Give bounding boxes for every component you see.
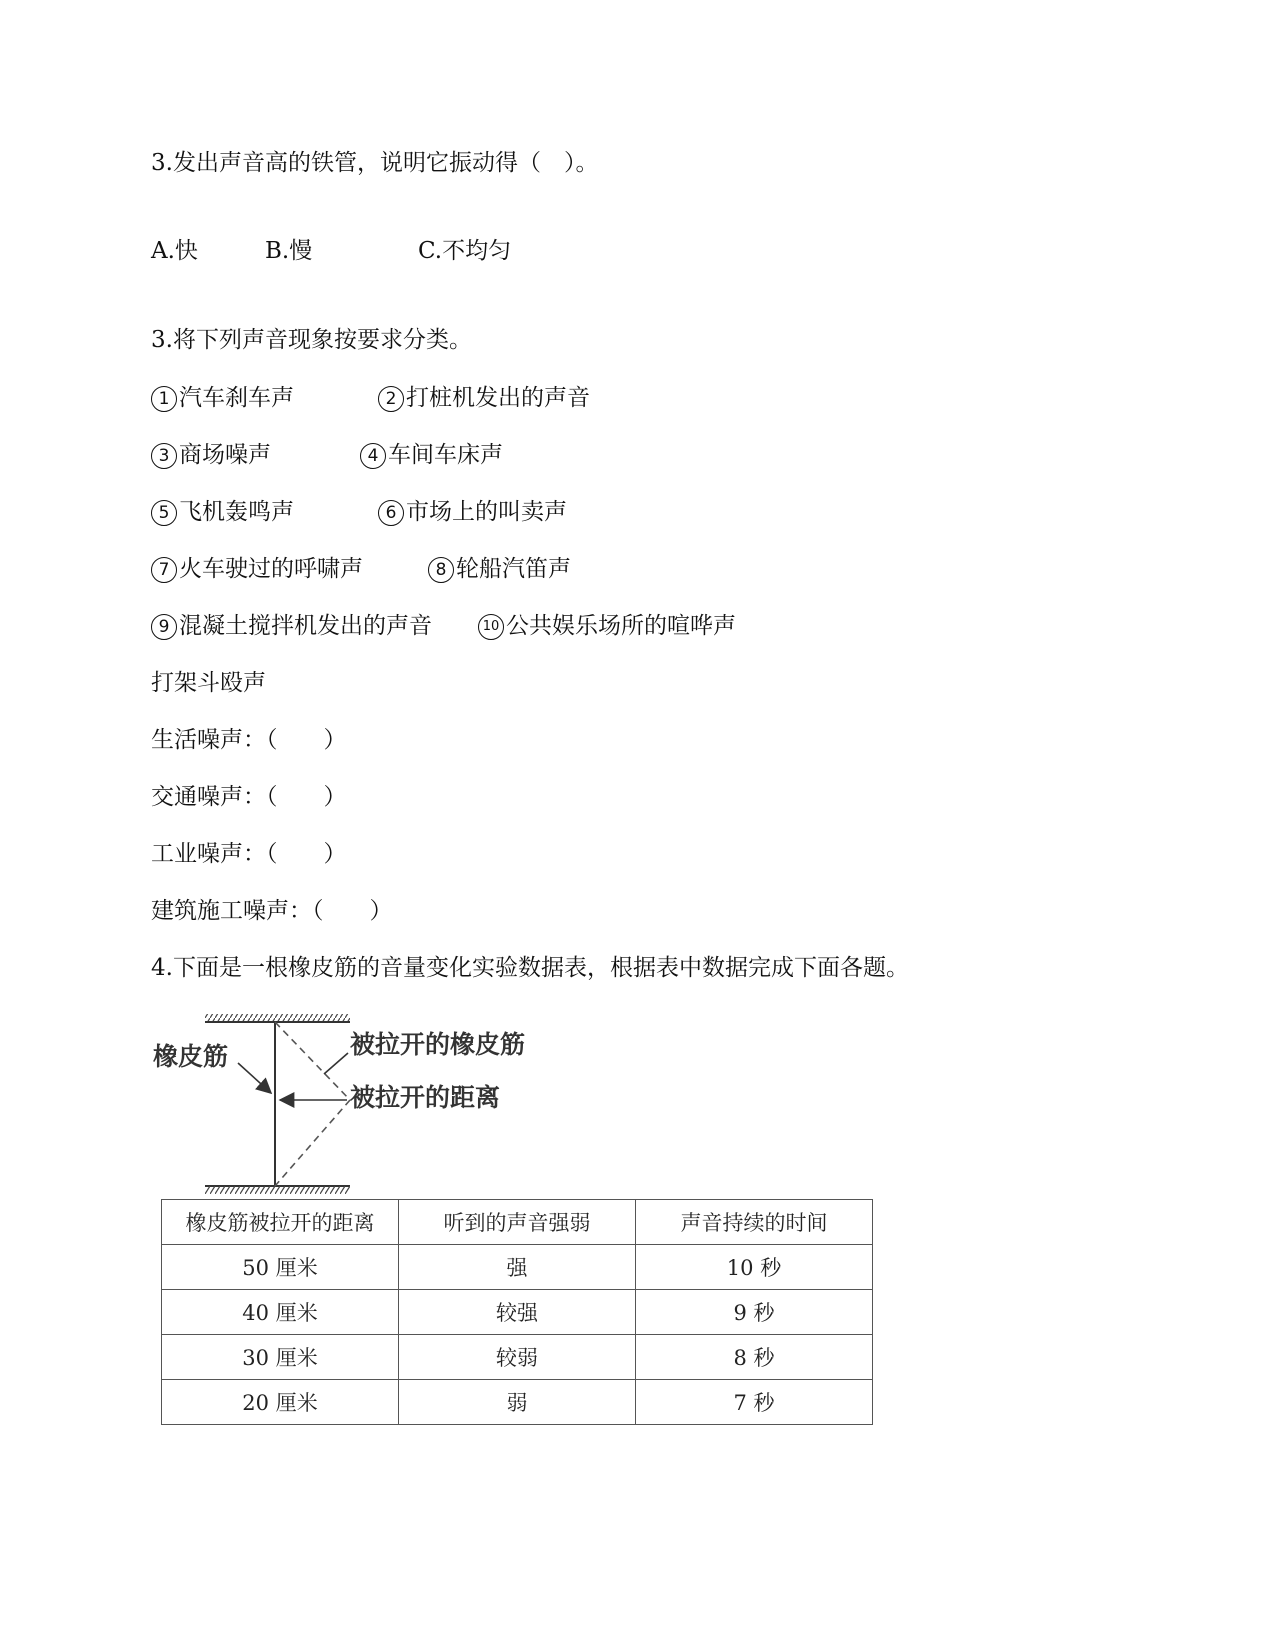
sound-item bbox=[151, 440, 271, 470]
label-stretched-band: 被拉开的橡皮筋 bbox=[350, 1030, 526, 1059]
item-text: 打桩机发出的声音 bbox=[406, 385, 590, 411]
band-pointer bbox=[238, 1063, 271, 1093]
table-row bbox=[162, 1380, 873, 1425]
sound-item bbox=[151, 383, 294, 413]
item-number: 2 bbox=[378, 386, 404, 412]
question-3a-text: 3.发出声音高的铁管，说明它振动得（ ）。 bbox=[151, 150, 599, 176]
sound-item bbox=[478, 611, 736, 641]
item-number: 10 bbox=[478, 614, 504, 640]
table-cell: 强 bbox=[399, 1245, 636, 1290]
table-cell: 弱 bbox=[399, 1380, 636, 1425]
stretched-pointer bbox=[324, 1053, 348, 1074]
sound-item bbox=[378, 497, 567, 527]
table-cell: 20 厘米 bbox=[162, 1380, 399, 1425]
sound-item bbox=[151, 611, 432, 641]
option-a: A.快 bbox=[151, 238, 198, 264]
sound-item bbox=[378, 383, 590, 413]
table-cell: 30 厘米 bbox=[162, 1335, 399, 1380]
sound-item bbox=[151, 554, 363, 584]
table-header: 听到的声音强弱 bbox=[399, 1200, 636, 1245]
table-header: 声音持续的时间 bbox=[636, 1200, 873, 1245]
item-number: 6 bbox=[378, 500, 404, 526]
table-cell: 50 厘米 bbox=[162, 1245, 399, 1290]
item-text: 汽车刹车声 bbox=[179, 385, 294, 411]
item-number: 5 bbox=[151, 500, 177, 526]
table-cell: 较强 bbox=[399, 1290, 636, 1335]
sound-item bbox=[428, 554, 571, 584]
table-cell: 7 秒 bbox=[636, 1380, 873, 1425]
table-row bbox=[162, 1335, 873, 1380]
item-text: 市场上的叫卖声 bbox=[406, 499, 567, 525]
stretched-band bbox=[275, 1022, 350, 1186]
table-header-row bbox=[162, 1200, 873, 1245]
bottom-support bbox=[205, 1186, 350, 1194]
category-construction: 建筑施工噪声：（ ） bbox=[151, 898, 393, 924]
item-number: 7 bbox=[151, 557, 177, 583]
label-distance: 被拉开的距离 bbox=[350, 1083, 501, 1112]
question-3b-text: 3.将下列声音现象按要求分类。 bbox=[151, 327, 472, 353]
rubber-band-diagram bbox=[150, 1010, 570, 1200]
table-cell: 较弱 bbox=[399, 1335, 636, 1380]
category-life: 生活噪声：（ ） bbox=[151, 727, 347, 753]
table-cell: 8 秒 bbox=[636, 1335, 873, 1380]
label-band: 橡皮筋 bbox=[153, 1042, 229, 1071]
item-text: 飞机轰鸣声 bbox=[179, 499, 294, 525]
item-text: 公共娱乐场所的喧哗声 bbox=[506, 613, 736, 639]
category-traffic: 交通噪声：（ ） bbox=[151, 784, 347, 810]
option-b: B.慢 bbox=[265, 238, 313, 264]
table-cell: 10 秒 bbox=[636, 1245, 873, 1290]
item-number: 8 bbox=[428, 557, 454, 583]
item-number: 1 bbox=[151, 386, 177, 412]
item-text: 车间车床声 bbox=[388, 442, 503, 468]
item-number: 4 bbox=[360, 443, 386, 469]
item-number: 9 bbox=[151, 614, 177, 640]
table-row bbox=[162, 1290, 873, 1335]
item-text: 商场噪声 bbox=[179, 442, 271, 468]
category-industry: 工业噪声：（ ） bbox=[151, 841, 347, 867]
experiment-table bbox=[161, 1199, 873, 1425]
sound-item bbox=[360, 440, 503, 470]
table-header: 橡皮筋被拉开的距离 bbox=[162, 1200, 399, 1245]
item-text: 火车驶过的呼啸声 bbox=[179, 556, 363, 582]
item-text: 混凝土搅拌机发出的声音 bbox=[179, 613, 432, 639]
table-row bbox=[162, 1245, 873, 1290]
table-cell: 40 厘米 bbox=[162, 1290, 399, 1335]
question-4-text: 4.下面是一根橡皮筋的音量变化实验数据表，根据表中数据完成下面各题。 bbox=[151, 955, 909, 981]
item-number: 3 bbox=[151, 443, 177, 469]
top-support bbox=[205, 1014, 350, 1022]
extra-item: 打架斗殴声 bbox=[151, 670, 266, 696]
table-cell: 9 秒 bbox=[636, 1290, 873, 1335]
item-text: 轮船汽笛声 bbox=[456, 556, 571, 582]
sound-item bbox=[151, 497, 294, 527]
option-c: C.不均匀 bbox=[418, 238, 512, 264]
